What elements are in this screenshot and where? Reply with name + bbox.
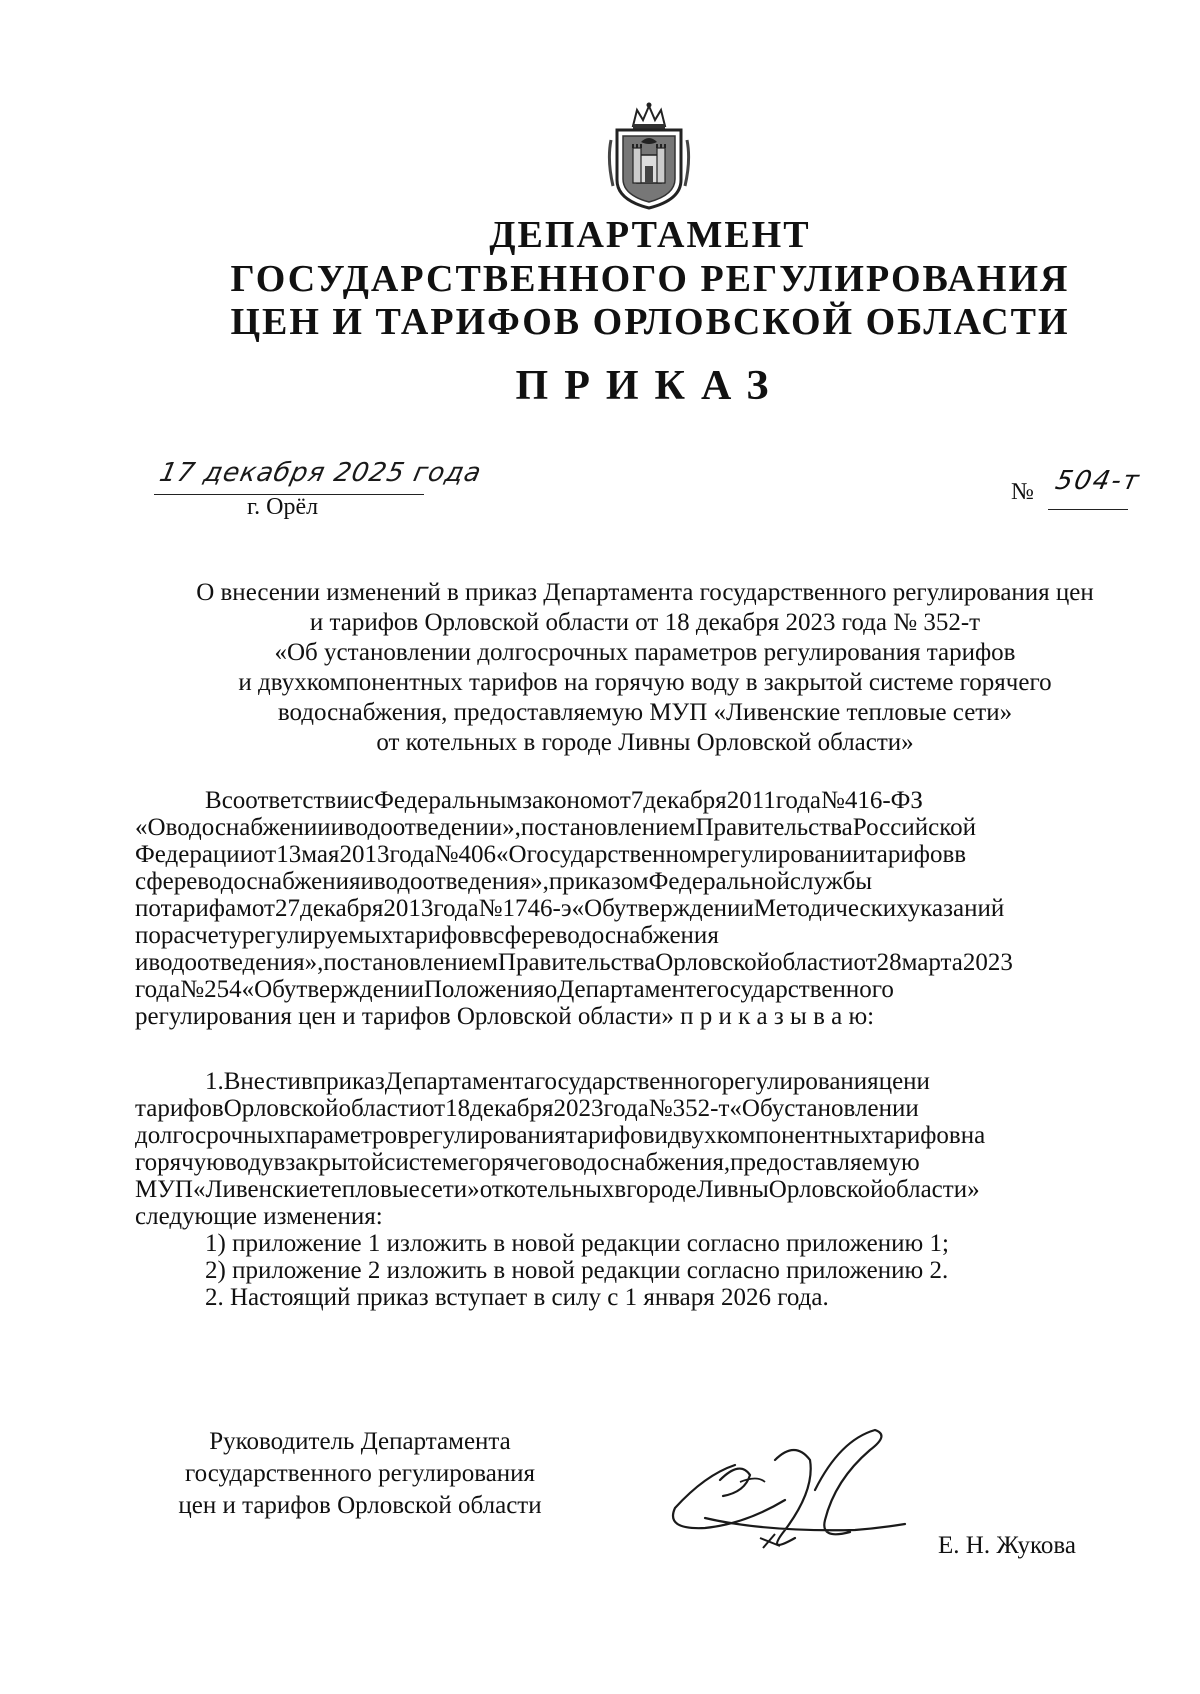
word: Федеральной: [648, 868, 790, 895]
order-clause-paragraph: [135, 1068, 1130, 1311]
word: 406: [458, 841, 497, 868]
word: тарифов: [565, 1122, 655, 1149]
word: №: [648, 1095, 673, 1122]
subject-line: водоснабжения, предоставляемую МУП «Ливенские тепловые сети»: [277, 699, 1013, 726]
word: регулирования: [408, 1122, 566, 1149]
word: и: [135, 949, 149, 976]
list-item: 2. Настоящий приказ вступает в силу с 1 января 2026 года.: [205, 1284, 829, 1311]
word: соответствии: [221, 787, 363, 814]
word: и: [360, 868, 374, 895]
word: «Об: [571, 895, 614, 922]
word: области: [769, 949, 854, 976]
paragraph-line: [135, 922, 1130, 949]
handwritten-order-number: 504-т: [1052, 466, 1144, 496]
word: Ливны: [696, 1176, 769, 1203]
subject-line: и двухкомпонентных тарифов на горячую воду в закрытой системе горячего: [238, 669, 1052, 696]
word: на: [960, 1122, 986, 1149]
word: Положения: [423, 976, 545, 1003]
word: в: [481, 922, 494, 949]
paragraph-line: [135, 814, 1130, 841]
word: Методических: [753, 895, 908, 922]
word: законом: [522, 787, 608, 814]
word: области»: [883, 1176, 980, 1203]
department-title-line-2: ГОСУДАРСТВЕННОГО РЕГУЛИРОВАНИЯ: [230, 258, 1070, 300]
word: «О: [135, 814, 166, 841]
number-label: №: [1011, 479, 1034, 505]
word: года: [603, 1095, 649, 1122]
paragraph-line: [135, 1176, 1130, 1203]
word: воду: [224, 1149, 274, 1176]
document-type-title: ПРИКАЗ: [515, 363, 785, 409]
word: тарифам: [160, 895, 252, 922]
word: регулирования: [721, 1068, 879, 1095]
word: «Об: [241, 976, 284, 1003]
word: водоотведении»,: [344, 814, 521, 841]
signatory-title-line: государственного регулирования: [184, 1460, 536, 1487]
paragraph-line: [135, 841, 1130, 868]
word: по: [135, 922, 161, 949]
word: в: [300, 1068, 313, 1095]
word: тарифов: [392, 922, 482, 949]
word: Департамента: [384, 1068, 535, 1095]
word: о: [544, 976, 558, 1003]
word: 2013: [339, 841, 390, 868]
word: регулируемых: [241, 922, 393, 949]
paragraph-line: регулирования цен и тарифов Орловской области» п р и к а з ы в а ю:: [135, 1003, 875, 1030]
word: декабря: [643, 787, 727, 814]
word: №: [180, 976, 205, 1003]
word: предоставляемую: [730, 1149, 920, 1176]
paragraph-line: [135, 1122, 1130, 1149]
word: установлении: [771, 1095, 919, 1122]
word: 28: [876, 949, 902, 976]
paragraph-line: [135, 949, 1130, 976]
word: регулировании: [706, 841, 866, 868]
word: водоснабжения: [197, 868, 361, 895]
word: Внести: [223, 1068, 301, 1095]
paragraph-line: [135, 1149, 1130, 1176]
word: МУП: [135, 1176, 193, 1203]
word: «О: [496, 841, 527, 868]
word: закрытой: [285, 1149, 385, 1176]
word: 2013: [383, 895, 434, 922]
word: 13: [276, 841, 302, 868]
paragraph-line: [135, 1095, 1130, 1122]
word: Российской: [852, 814, 976, 841]
paragraph-line: [135, 976, 1130, 1003]
word: 352-т: [672, 1095, 730, 1122]
subject-line: и тарифов Орловской области от 18 декабря 2023 года № 352-т: [309, 609, 981, 636]
word: «Ливенские: [192, 1176, 320, 1203]
word: области: [338, 1095, 423, 1122]
subject-line: от котельных в городе Ливны Орловской области»: [376, 729, 914, 756]
word: параметров: [285, 1122, 409, 1149]
signatory-title: [150, 1426, 570, 1522]
word: котельных: [502, 1176, 615, 1203]
word: приказ: [312, 1068, 385, 1095]
word: марта: [901, 949, 963, 976]
word: от: [251, 895, 275, 922]
list-item: 2) приложение 2 изложить в новой редакции согласно приложению 2.: [205, 1257, 949, 1284]
signatory-title-line: Руководитель Департамента: [209, 1428, 511, 1455]
word: государственном: [526, 841, 707, 868]
word: №: [821, 787, 845, 814]
word: года: [135, 976, 181, 1003]
word: Федеральным: [374, 787, 523, 814]
word: постановлением: [520, 814, 696, 841]
word: от: [853, 949, 877, 976]
word: 7: [630, 787, 644, 814]
word: службы: [789, 868, 873, 895]
word: мая: [301, 841, 340, 868]
paragraph-line: [135, 895, 1130, 922]
word: года: [775, 787, 821, 814]
word: №: [434, 841, 459, 868]
word: Правительства: [497, 949, 656, 976]
word: водоотведения»,: [148, 949, 324, 976]
word: 2023: [553, 1095, 604, 1122]
word: в: [614, 1176, 627, 1203]
order-subject: [150, 578, 1140, 758]
signatory-name: Е. Н. Жукова: [938, 1532, 1076, 1559]
word: утверждении: [283, 976, 424, 1003]
city-label: г. Орёл: [247, 494, 319, 520]
word: в: [954, 841, 967, 868]
word: долгосрочных: [135, 1122, 286, 1149]
signatory-title-line: цен и тарифов Орловской области: [178, 1492, 542, 1519]
word: Департаменте: [557, 976, 707, 1003]
word: Федерации: [135, 841, 254, 868]
word: №: [478, 895, 503, 922]
word: 1746-э: [502, 895, 572, 922]
list-item: 1) приложение 1 изложить в новой редакции согласно приложению 1;: [205, 1230, 949, 1257]
word: сфере: [135, 868, 198, 895]
word: расчету: [160, 922, 242, 949]
word: «Об: [729, 1095, 772, 1122]
word: 27: [275, 895, 300, 922]
word: 416-ФЗ: [844, 787, 923, 814]
word: городе: [626, 1176, 697, 1203]
word: тарифов: [872, 1122, 961, 1149]
word: тепловые: [319, 1176, 421, 1203]
word: постановлением: [323, 949, 498, 976]
word: от: [479, 1176, 503, 1203]
word: от: [422, 1095, 446, 1122]
word: сфере: [493, 922, 556, 949]
word: и: [654, 1122, 668, 1149]
word: цен: [878, 1068, 917, 1095]
word: года: [433, 895, 479, 922]
word: сети»: [420, 1176, 480, 1203]
word: приказом: [548, 868, 649, 895]
word: водоснабжении: [165, 814, 331, 841]
word: с: [362, 787, 375, 814]
word: тарифов: [865, 841, 955, 868]
number-underline: [1048, 509, 1128, 510]
word: водоотведения»,: [373, 868, 549, 895]
word: Орловской: [768, 1176, 884, 1203]
paragraph-line: следующие изменения:: [135, 1203, 383, 1230]
subject-line: О внесении изменений в приказ Департамента государственного регулирования цен: [196, 579, 1094, 606]
word: 2011: [726, 787, 776, 814]
word: системе: [384, 1149, 469, 1176]
word: декабря: [300, 895, 384, 922]
word: водоснабжения,: [560, 1149, 731, 1176]
word: горячую: [135, 1149, 225, 1176]
subject-line: «Об установлении долгосрочных параметров регулирования тарифов: [274, 639, 1016, 666]
word: и: [330, 814, 345, 841]
paragraph-line: [135, 868, 1130, 895]
preamble-paragraph: [135, 787, 1130, 1030]
word: указаний: [907, 895, 1005, 922]
word: утверждении: [613, 895, 754, 922]
department-title-line-1: ДЕПАРТАМЕНТ: [489, 214, 811, 256]
word: и: [916, 1068, 930, 1095]
word: года: [389, 841, 435, 868]
coat-of-arms-icon: [603, 100, 695, 212]
paragraph-line: [135, 1068, 1130, 1095]
word: Орловской: [655, 949, 770, 976]
handwritten-signature: [665, 1420, 915, 1570]
word: Правительства: [695, 814, 853, 841]
handwritten-date: 17 декабря 2025 года: [156, 458, 485, 488]
word: от: [253, 841, 277, 868]
department-title-line-3: ЦЕН И ТАРИФОВ ОРЛОВСКОЙ ОБЛАСТИ: [230, 301, 1070, 343]
paragraph-line: [135, 787, 1130, 814]
word: 1.: [205, 1068, 224, 1095]
word: в: [273, 1149, 286, 1176]
word: В: [205, 787, 222, 814]
word: двухкомпонентных: [667, 1122, 873, 1149]
word: государственного: [706, 976, 894, 1003]
word: 2023: [962, 949, 1013, 976]
word: тарифов: [135, 1095, 224, 1122]
word: по: [135, 895, 161, 922]
word: водоснабжения: [555, 922, 719, 949]
word: 254: [204, 976, 242, 1003]
word: горячего: [468, 1149, 561, 1176]
word: Орловской: [223, 1095, 339, 1122]
word: 18: [445, 1095, 471, 1122]
word: от: [607, 787, 631, 814]
word: государственного: [534, 1068, 722, 1095]
word: декабря: [470, 1095, 554, 1122]
